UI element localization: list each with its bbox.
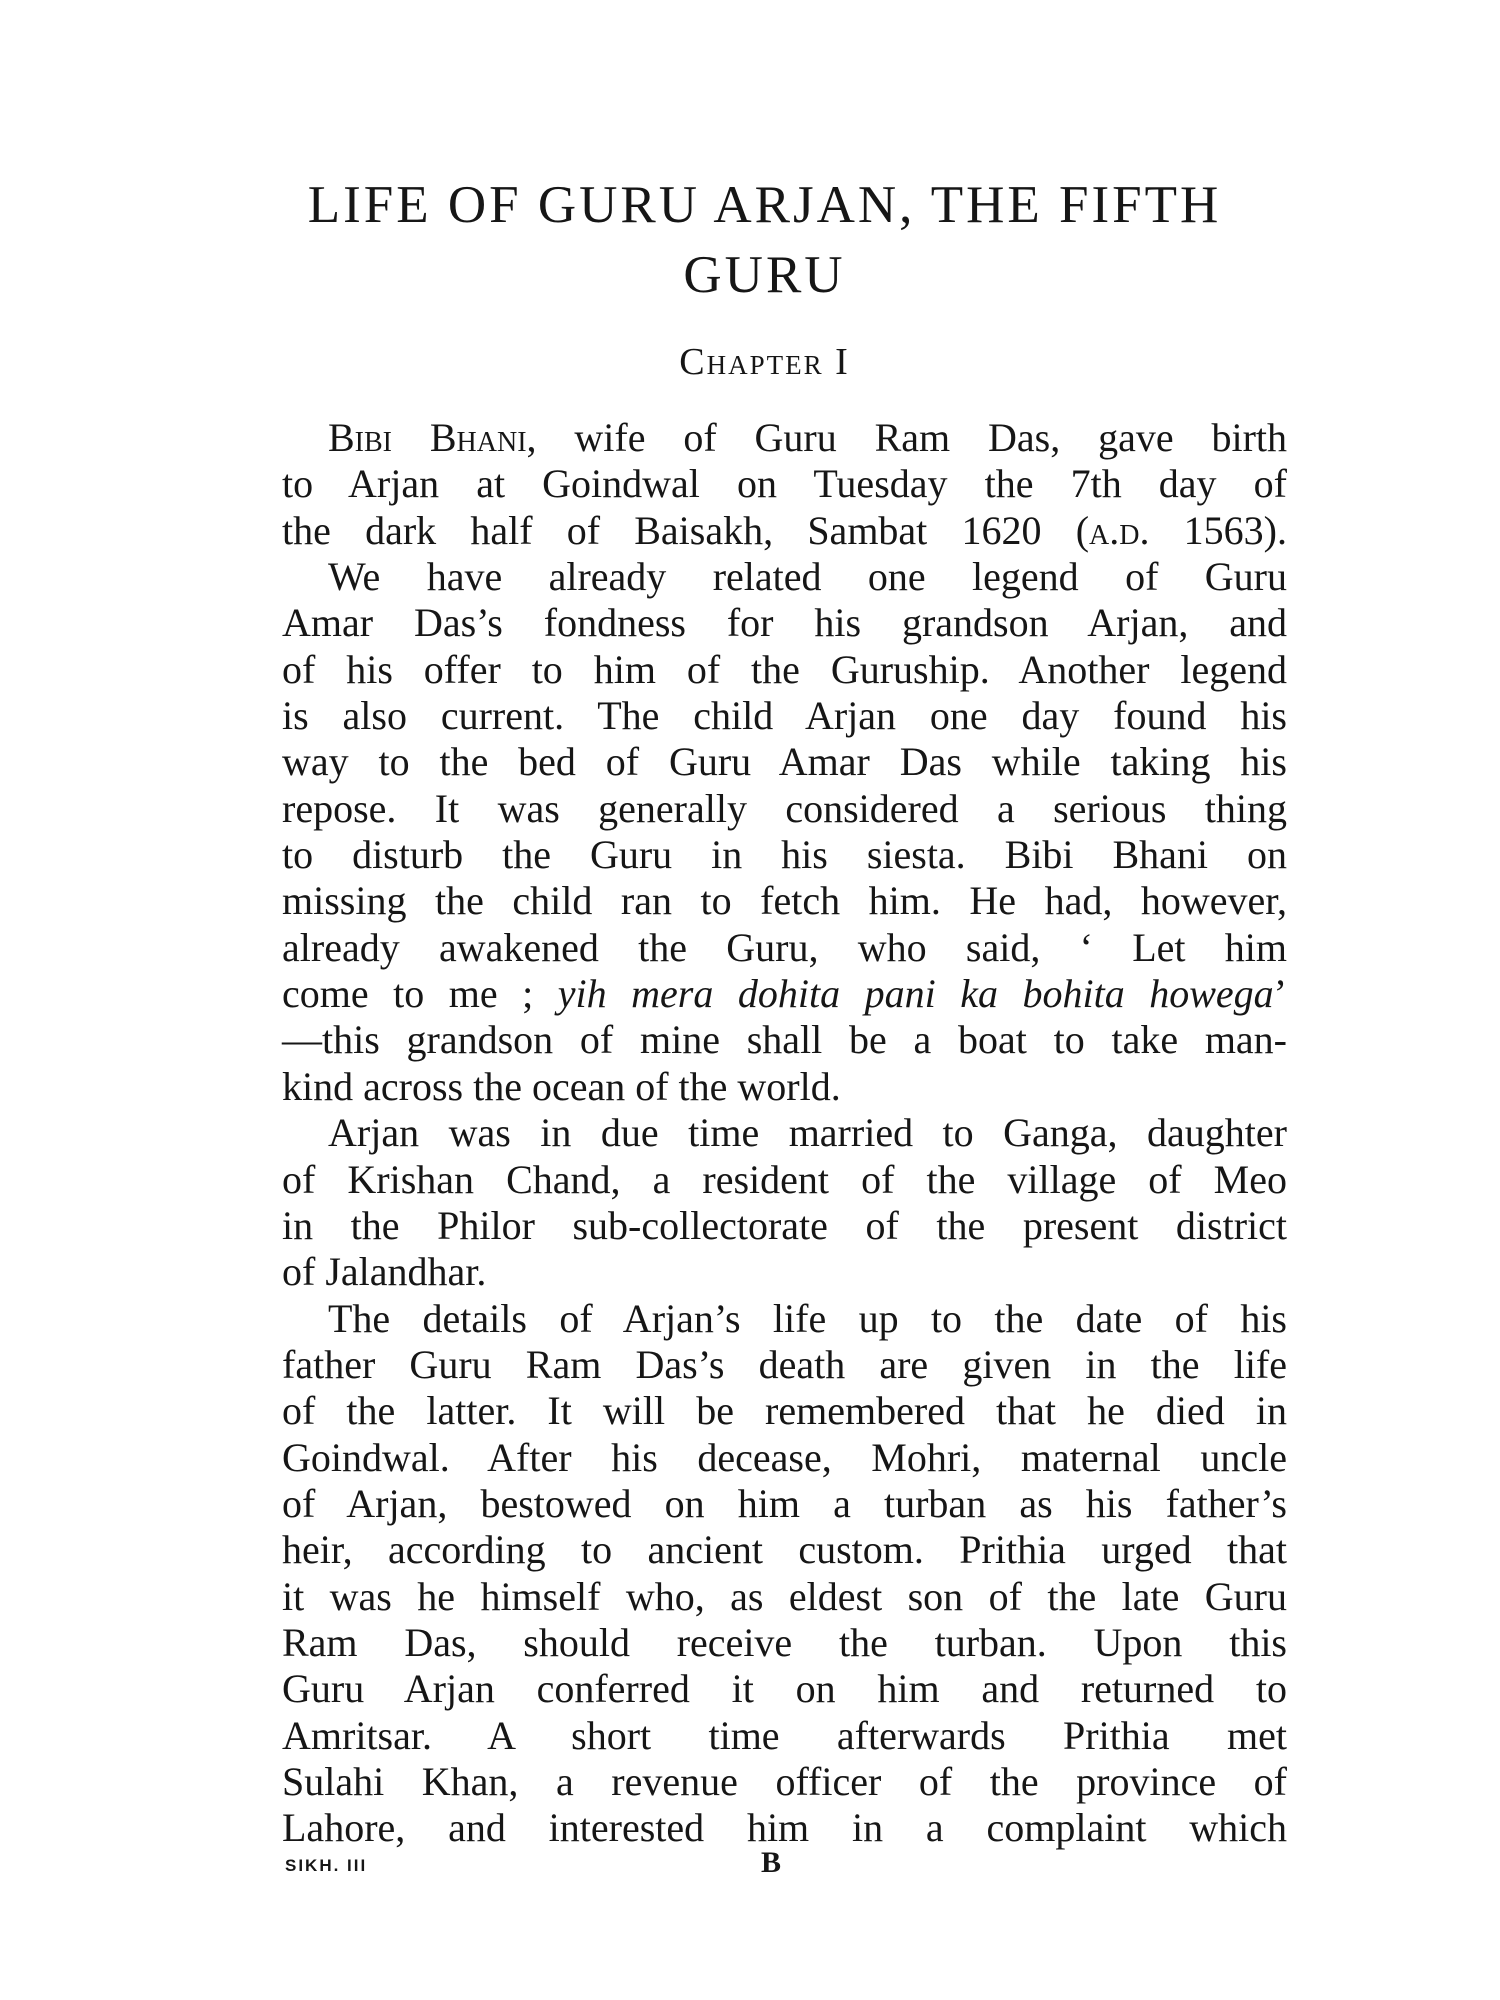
text-line: of his offer to him of the Guruship. Another legend: [282, 646, 1287, 692]
text-line: Lahore, and interested him in a complaint which: [282, 1805, 1287, 1851]
text-line: —this grandson of mine shall be a boat to take man-: [282, 1017, 1287, 1063]
paragraph-3: [242, 1110, 1287, 1295]
paragraph-2: [242, 554, 1287, 1110]
text-line: in the Philor sub-collectorate of the present district: [282, 1202, 1287, 1248]
text-line: is also current. The child Arjan one day found his: [282, 693, 1287, 739]
text-line: We have already related one legend of Guru: [328, 554, 1287, 600]
text-line: already awakened the Guru, who said, ‘ Let him: [282, 924, 1287, 970]
lead-small-caps: Bibi Bhani,: [328, 415, 537, 460]
body-text: [242, 415, 1287, 1852]
text-line: Bibi Bhani, wife of Guru Ram Das, gave birth: [328, 415, 1287, 460]
text-line: it was he himself who, as eldest son of the late Guru: [282, 1573, 1287, 1619]
text-line: missing the child ran to fetch him. He had, however,: [282, 878, 1287, 924]
text-line: repose. It was generally considered a serious thing: [282, 785, 1287, 831]
text-line: of the latter. It will be remembered that he died in: [282, 1388, 1287, 1434]
text-line: Amar Das’s fondness for his grandson Arjan, and: [282, 600, 1287, 646]
signature-mark: SIKH. III: [285, 1856, 368, 1875]
sheet-letter: B: [761, 1846, 782, 1879]
text-line: The details of Arjan’s life up to the date of his: [328, 1295, 1287, 1341]
text-line: to disturb the Guru in his siesta. Bibi Bhani on: [282, 832, 1287, 878]
text-line: of Arjan, bestowed on him a turban as his father’s: [282, 1480, 1287, 1526]
text-line: Goindwal. After his decease, Mohri, maternal uncle: [282, 1434, 1287, 1480]
text-line: the dark half of Baisakh, Sambat 1620 (a.d. 1563).: [282, 507, 1287, 553]
document-page: [242, 170, 1287, 1852]
text-line: Ram Das, should receive the turban. Upon this: [282, 1619, 1287, 1665]
title-line-1: LIFE OF GURU ARJAN, THE FIFTH: [307, 176, 1222, 234]
text-line: Sulahi Khan, a revenue officer of the province of: [282, 1758, 1287, 1804]
text-line: of Jalandhar.: [282, 1249, 487, 1295]
page-title: [242, 170, 1287, 310]
italic-quote: yih mera dohita pani ka bohita howega: [557, 971, 1274, 1017]
text-line: father Guru Ram Das’s death are given in the life: [282, 1341, 1287, 1387]
text-line: Amritsar. A short time afterwards Prithia met: [282, 1712, 1287, 1758]
page-footer: [285, 1846, 1235, 1886]
era-small-caps: a.d.: [1089, 507, 1150, 553]
text-line: Guru Arjan conferred it on him and returned to: [282, 1666, 1287, 1712]
text-line: kind across the ocean of the world.: [282, 1063, 841, 1109]
text-line: Arjan was in due time married to Ganga, daughter: [328, 1110, 1287, 1156]
text-line: heir, according to ancient custom. Prithia urged that: [282, 1527, 1287, 1573]
text-line: of Krishan Chand, a resident of the village of Meo: [282, 1156, 1287, 1202]
paragraph-4: [242, 1296, 1287, 1852]
title-line-2: GURU: [683, 246, 846, 304]
text-line: come to me ; yih mera dohita pani ka bohita howega’: [282, 971, 1287, 1017]
text-line: to Arjan at Goindwal on Tuesday the 7th day of: [282, 461, 1287, 507]
chapter-heading: Chapter I: [679, 341, 850, 383]
text-line: way to the bed of Guru Amar Das while taking his: [282, 739, 1287, 785]
paragraph-1: [242, 415, 1287, 554]
